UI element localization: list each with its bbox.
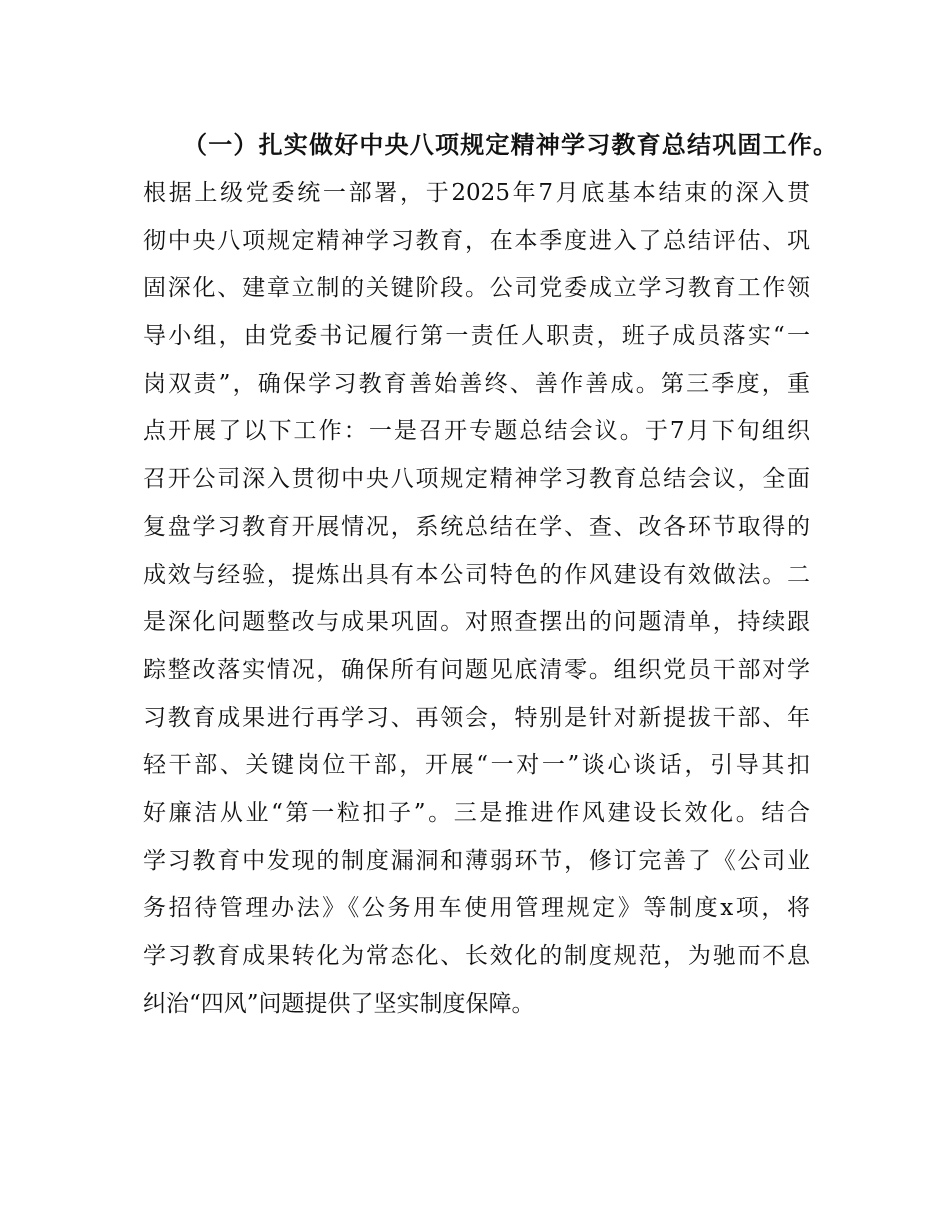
body-paragraph	[143, 170, 810, 1028]
paragraph-line: 轻干部、关键岗位干部，开展“一对一”谈心谈话，引导其扣	[143, 752, 810, 779]
paragraph-line: 复盘学习教育开展情况，系统总结在学、查、改各环节取得的	[143, 513, 810, 540]
paragraph-line: 岗双责”，确保学习教育善始善终、善作善成。第三季度，重	[143, 370, 810, 397]
paragraph-line: 学习教育成果转化为常态化、长效化的制度规范，为驰而不息	[143, 943, 810, 969]
paragraph-line: 是深化问题整改与成果巩固。对照查摆出的问题清单，持续跟	[143, 609, 810, 636]
paragraph-line: 纠治“四风”问题提供了坚实制度保障。	[143, 990, 535, 1017]
paragraph-line: 召开公司深入贯彻中央八项规定精神学习教育总结会议，全面	[143, 466, 810, 493]
section-heading: （一）扎实做好中央八项规定精神学习教育总结巩固工作。	[183, 130, 837, 159]
paragraph-line: 点开展了以下工作：一是召开专题总结会议。于7月下旬组织	[143, 418, 810, 445]
paragraph-line: 成效与经验，提炼出具有本公司特色的作风建设有效做法。二	[143, 561, 810, 588]
paragraph-line: 好廉洁从业“第一粒扣子”。三是推进作风建设长效化。结合	[143, 799, 810, 826]
paragraph-line: 习教育成果进行再学习、再领会，特别是针对新提拔干部、年	[143, 704, 810, 731]
paragraph-line: 务招待管理办法》《公务用车使用管理规定》等制度x项，将	[143, 895, 810, 922]
paragraph-line: 导小组，由党委书记履行第一责任人职责，班子成员落实“一	[143, 323, 810, 350]
paragraph-line: 学习教育中发现的制度漏洞和薄弱环节，修订完善了《公司业	[143, 847, 810, 874]
paragraph-line: 根据上级党委统一部署，于2025年7月底基本结束的深入贯	[143, 180, 810, 206]
paragraph-line: 踪整改落实情况，确保所有问题见底清零。组织党员干部对学	[143, 656, 810, 683]
paragraph-line: 彻中央八项规定精神学习教育，在本季度进入了总结评估、巩	[143, 227, 810, 254]
paragraph-line: 固深化、建章立制的关键阶段。公司党委成立学习教育工作领	[143, 275, 810, 302]
